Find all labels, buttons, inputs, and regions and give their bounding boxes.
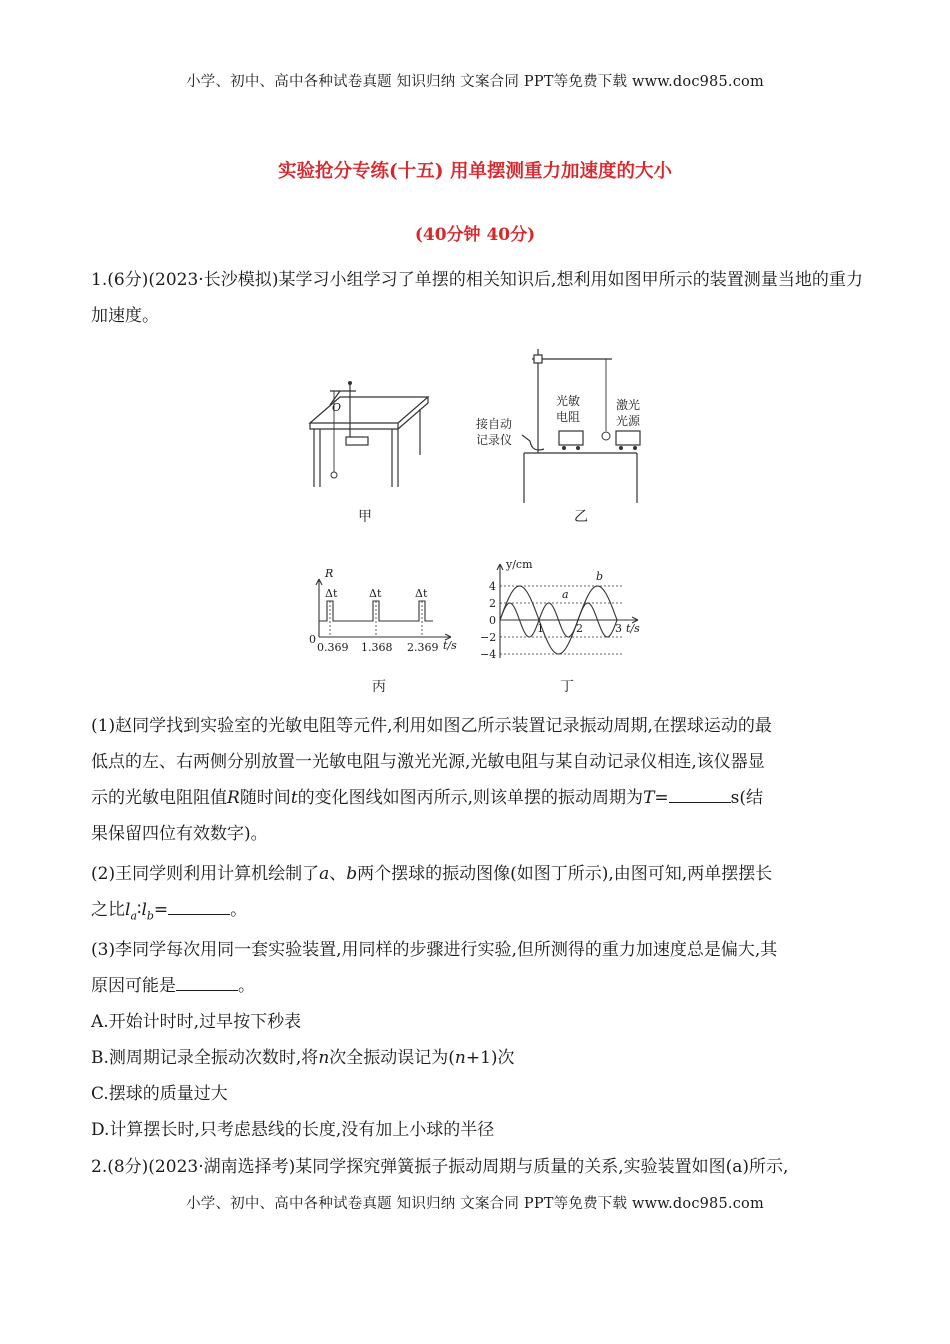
label-guangyuan: 光源 <box>616 414 641 428</box>
page-title: 实验抢分专练(十五) 用单摆测重力加速度的大小 <box>278 161 672 182</box>
answer-blank-ratio[interactable] <box>168 898 230 915</box>
bing-origin: 0 <box>309 633 316 646</box>
q1-part1-line4: 果保留四位有效数字)。 <box>91 824 268 844</box>
q1-part1-line3: 示的光敏电阻阻值R随时间t的变化图线如图丙所示,则该单摆的振动周期为T= s(结 <box>91 788 764 808</box>
caption-yi: 乙 <box>574 509 588 525</box>
q1-stem: 1.(6分)(2023·长沙模拟)某学习小组学习了单摆的相关知识后,想利用如图甲所示的装置测量当地的重力加速度。 <box>91 270 863 326</box>
figure-ding <box>478 558 650 663</box>
q1-part2-line1: (2)王同学则利用计算机绘制了a、b两个摆球的振动图像(如图丁所示),由图可知,两单摆摆长 <box>91 864 773 884</box>
bing-dt-3: Δt <box>415 587 428 600</box>
label-dianzu: 电阻 <box>556 410 581 424</box>
ding-y-tick-4: 4 <box>489 580 496 593</box>
figure-jia <box>300 375 430 490</box>
label-guangmin: 光敏 <box>556 394 581 408</box>
ding-x-tick-2: 2 <box>576 622 583 635</box>
q1-part2-line2: 之比$l_a∶l_b=$ 。 <box>91 900 248 923</box>
ding-y-label: y/cm <box>506 558 533 571</box>
page-footer: 小学、初中、高中各种试卷真题 知识归纳 文案合同 PPT等免费下载 www.doc985.com <box>186 1196 764 1212</box>
caption-jia: 甲 <box>358 509 372 525</box>
option-b: B.测周期记录全振动次数时,将n次全振动误记为(n+1)次 <box>91 1048 515 1068</box>
page-header: 小学、初中、高中各种试卷真题 知识归纳 文案合同 PPT等免费下载 www.doc985.com <box>186 74 764 90</box>
q1-part3-line1: (3)李同学每次用同一套实验装置,用同样的步骤进行实验,但所测得的重力加速度总是偏大,其 <box>91 940 778 960</box>
ding-y-tick-0: 0 <box>489 614 496 627</box>
figure-yi <box>472 345 647 505</box>
bing-x-label: t/s <box>443 639 457 652</box>
q1-part3-line2: 原因可能是 。 <box>91 976 255 996</box>
answer-blank-reason[interactable] <box>176 974 238 991</box>
ding-y-tick-neg4: −4 <box>480 648 497 661</box>
bing-dt-2: Δt <box>369 587 382 600</box>
bing-t1: 0.369 <box>317 641 349 654</box>
option-c: C.摆球的质量过大 <box>91 1084 228 1104</box>
bing-t2: 1.368 <box>361 641 393 654</box>
bing-t3: 2.369 <box>407 641 439 654</box>
bing-y-label: R <box>325 567 334 580</box>
page-subtitle: (40分钟 40分) <box>414 225 536 245</box>
ding-label-b: b <box>596 570 604 583</box>
label-o: O <box>332 401 342 414</box>
caption-bing: 丙 <box>372 679 386 695</box>
bing-dt-1: Δt <box>325 587 338 600</box>
label-jiezidong: 接自动 <box>476 417 513 431</box>
ding-label-a: a <box>562 588 569 601</box>
ding-x-label: t/s <box>626 622 640 635</box>
label-jiguang: 激光 <box>616 398 641 412</box>
q2-stem: 2.(8分)(2023·湖南选择考)某同学探究弹簧振子振动周期与质量的关系,实验装置如图(a)所示, <box>91 1157 789 1177</box>
q1-part1-line2: 低点的左、右两侧分别放置一光敏电阻与激光光源,光敏电阻与某自动记录仪相连,该仪器显 <box>91 752 765 772</box>
ding-y-tick-2: 2 <box>489 597 496 610</box>
ding-y-tick-neg2: −2 <box>480 631 497 644</box>
ding-x-tick-3: 3 <box>615 622 622 635</box>
option-d: D.计算摆长时,只考虑悬线的长度,没有加上小球的半径 <box>91 1120 495 1140</box>
figure-bing <box>305 565 465 660</box>
label-jiluyi: 记录仪 <box>476 433 513 447</box>
caption-ding: 丁 <box>560 679 574 695</box>
option-a: A.开始计时时,过早按下秒表 <box>91 1012 302 1032</box>
q1-part1-line1: (1)赵同学找到实验室的光敏电阻等元件,利用如图乙所示装置记录振动周期,在摆球运动的最 <box>91 716 772 736</box>
answer-blank-period[interactable] <box>669 786 731 803</box>
ding-x-tick-1: 1 <box>537 622 544 635</box>
